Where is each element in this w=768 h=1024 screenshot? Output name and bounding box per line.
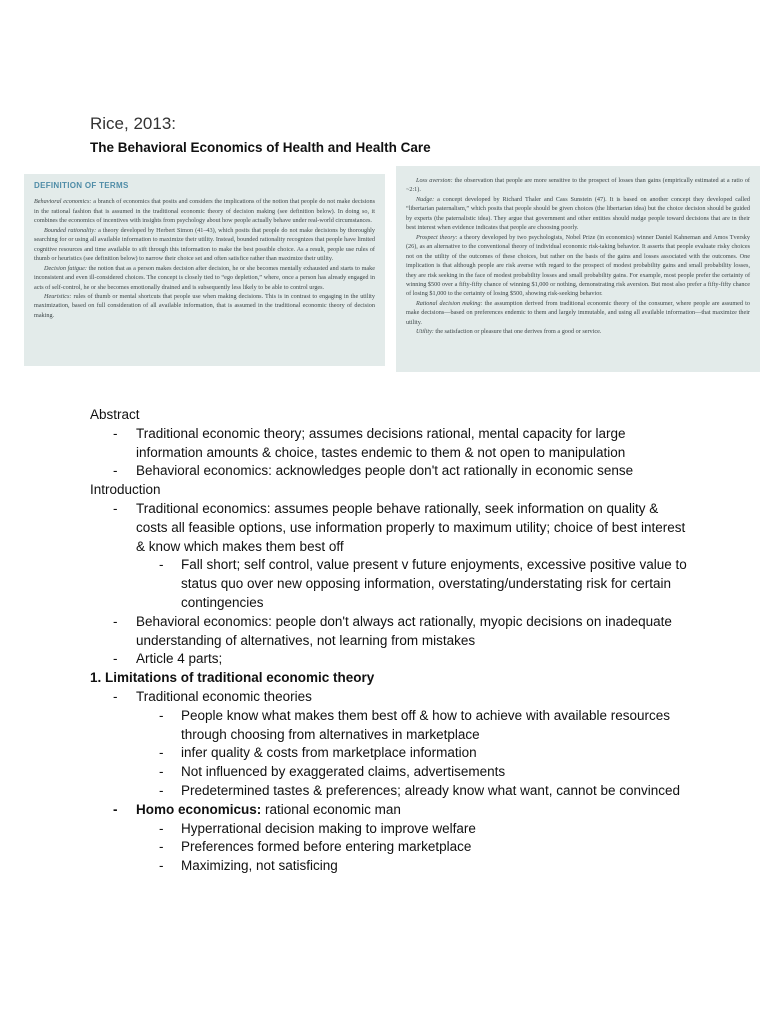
definition-paragraph — [34, 226, 375, 264]
definition-term: Bounded rationality: — [44, 226, 97, 234]
list-item — [90, 425, 688, 463]
homo-economicus-term: Homo economicus: — [136, 801, 262, 817]
definition-text: a theory developed by Herbert Simon (41–43), which posits that people do not make decisions by thoroughly searching for or using all available information to maximize their utility. Instead, bounded rationality recognizes that people have limited cognitive resources and time available to sift through this information to make the best possible choice. As a result, people use rules of thumb or heuristics (see definition below) to narrow their choice set and often satisfice rather than maximize their utility. — [34, 226, 375, 263]
page-title: The Behavioral Economics of Health and Health Care — [90, 140, 431, 155]
list-item-text: rational economic man — [261, 801, 401, 817]
list-item — [90, 857, 688, 876]
list-item-text: Article 4 parts; — [136, 651, 223, 667]
list-item — [90, 462, 688, 481]
dash-bullet: - — [113, 463, 118, 479]
definition-paragraph — [406, 195, 750, 233]
dash-bullet: - — [159, 745, 164, 761]
list-item — [90, 650, 688, 669]
section-heading-limitations: 1. Limitations of traditional economic theory — [90, 670, 375, 686]
list-item — [90, 613, 688, 651]
definition-paragraph — [34, 264, 375, 292]
definition-text: a theory developed by two psychologists, Nobel Prize (in economics) winner Daniel Kahneman and Amos Tversky (26), as an alternative to the conventional theory of individual economic risk-taking behavior. It asserts that people evaluate risky choices not on the utility of the outcomes of these choices, but rather on the basis of the gains and losses associated with the outcomes. One implication is that although people are risk averse with regard to the prospect of modest probability gains and small probability losses, they are risk seeking in the face of modest probability losses and small probability gains. For example, most people prefer the certainty of winning $500 over a fifty-fifty chance of winning $1,000 or nothing, demonstrating risk aversion. But most also prefer a fifty-fifty chance of losing $1,000 to the certainty of losing $500, showing risk-seeking behavior. — [406, 233, 750, 298]
definition-paragraph — [34, 197, 375, 225]
definition-term: Nudge: — [416, 195, 435, 203]
dash-bullet: - — [113, 801, 118, 817]
list-item-text: Behavioral economics: acknowledges people don't act rationally in economic sense — [136, 463, 634, 479]
list-item — [90, 744, 688, 763]
definition-text: rules of thumb or mental shortcuts that people use when making decisions. This is in contrast to engaging in the utility maximization, based on full consideration of all available information, that is assumed in the traditional economic theory of decision making. — [34, 292, 375, 319]
list-item-text: Preferences formed before entering marketplace — [181, 839, 472, 855]
definition-term: Utility: — [416, 328, 434, 336]
definition-term: Behavioral economics: — [34, 198, 92, 206]
list-item — [90, 556, 688, 612]
definition-text: the notion that as a person makes decision after decision, he or she becomes mentally exhausted and starts to make inconsistent and even ill-considered choices. The concept is closely tied to “ego depletion,” where, once a person has already engaged in acts of self-control, he or she becomes emotionally drained and is subsequently less likely to be able to control urges. — [34, 264, 375, 291]
list-item-text: Traditional economic theories — [136, 688, 312, 704]
list-item — [90, 782, 688, 801]
list-item-text: Fall short; self control, value present v future enjoyments, excessive positive value to status quo over new opposing information, overstating/understating risk for certain contingencies — [181, 557, 687, 610]
dash-bullet: - — [159, 858, 164, 874]
definitions-panel-left — [24, 174, 385, 366]
definition-text: a concept developed by Richard Thaler and Cass Sunstein (47). It is based on another concept they developed called “libertarian paternalism,” which posits that people should be given choices (the libertarian idea) but the choice decision should be guided by experts (the paternalistic idea). They argue that government and other entities should nudge people toward decisions that are in their best interest when evidence indicates that people are choosing poorly. — [406, 195, 750, 232]
definition-term: Heuristics: — [44, 292, 72, 300]
list-item-text: infer quality & costs from marketplace information — [181, 745, 477, 761]
list-item — [90, 707, 688, 745]
section-label-introduction: Introduction — [90, 482, 161, 498]
definition-paragraph — [34, 292, 375, 320]
list-item — [90, 688, 688, 707]
list-item — [90, 763, 688, 782]
definition-paragraph — [406, 233, 750, 299]
definitions-heading: DEFINITION OF TERMS — [34, 181, 129, 190]
definition-term: Prospect theory: — [416, 233, 458, 241]
notes-body — [90, 406, 688, 876]
definition-term: Decision fatigue: — [44, 264, 87, 272]
dash-bullet: - — [113, 613, 118, 629]
list-item — [90, 820, 688, 839]
list-item — [90, 838, 688, 857]
dash-bullet: - — [159, 557, 164, 573]
citation: Rice, 2013: — [90, 114, 176, 133]
list-item-text: Traditional economics: assumes people behave rationally, seek information on quality & costs all feasible options, use information properly to maximum utility; choice of best interest & know which makes them best off — [136, 500, 686, 554]
list-item-text: Predetermined tastes & preferences; already know what want, cannot be convinced — [181, 782, 681, 798]
list-item-text: Traditional economic theory; assumes decisions rational, mental capacity for large information amounts & choice, tastes endemic to them & not open to manipulation — [136, 425, 626, 460]
dash-bullet: - — [113, 688, 118, 704]
list-item — [90, 500, 688, 556]
list-item-text: Behavioral economics: people don't always act rationally, myopic decisions on inadequate understanding of alternatives, not learning from mistakes — [136, 613, 672, 648]
dash-bullet: - — [159, 707, 164, 723]
definition-term: Loss aversion: — [416, 177, 453, 184]
definition-text: a branch of economics that posits and considers the implications of the notion that people do not make decisions in the rational fashion that is assumed in the traditional economic theory of decision making (see definition below). In doing so, it combines the economics of incentives with insights from psychology about how people actually behave under real-world circumstances. — [34, 198, 376, 225]
definition-paragraph — [406, 327, 750, 336]
section-label-abstract: Abstract — [90, 407, 140, 422]
dash-bullet: - — [113, 500, 118, 516]
dash-bullet: - — [113, 651, 118, 667]
definition-text: the satisfaction or pleasure that one derives from a good or service. — [433, 328, 602, 336]
dash-bullet: - — [159, 839, 164, 855]
definitions-panel-right — [396, 166, 760, 372]
dash-bullet: - — [113, 425, 118, 441]
list-item — [90, 801, 688, 820]
definition-text: the assumption derived from traditional economic theory of the consumer, where people are assumed to make decisions—based on preferences endemic to them and largely immutable, and using all available information—that maximize their utility. — [406, 299, 750, 326]
list-item-text: Maximizing, not satisficing — [181, 858, 338, 874]
dash-bullet: - — [159, 820, 164, 836]
dash-bullet: - — [159, 764, 164, 780]
list-item-text: Not influenced by exaggerated claims, advertisements — [181, 764, 506, 780]
list-item-text: People know what makes them best off & how to achieve with available resources through choosing from alternatives in marketplace — [181, 707, 671, 742]
definition-paragraph — [406, 176, 750, 195]
dash-bullet: - — [159, 782, 164, 798]
definition-paragraph — [406, 299, 750, 327]
list-item-text: Hyperrational decision making to improve welfare — [181, 820, 476, 836]
definition-text: the observation that people are more sensitive to the prospect of losses than gains (empirically estimated at a ratio of ~2:1). — [406, 177, 750, 194]
definition-term: Rational decision making: — [416, 299, 483, 307]
